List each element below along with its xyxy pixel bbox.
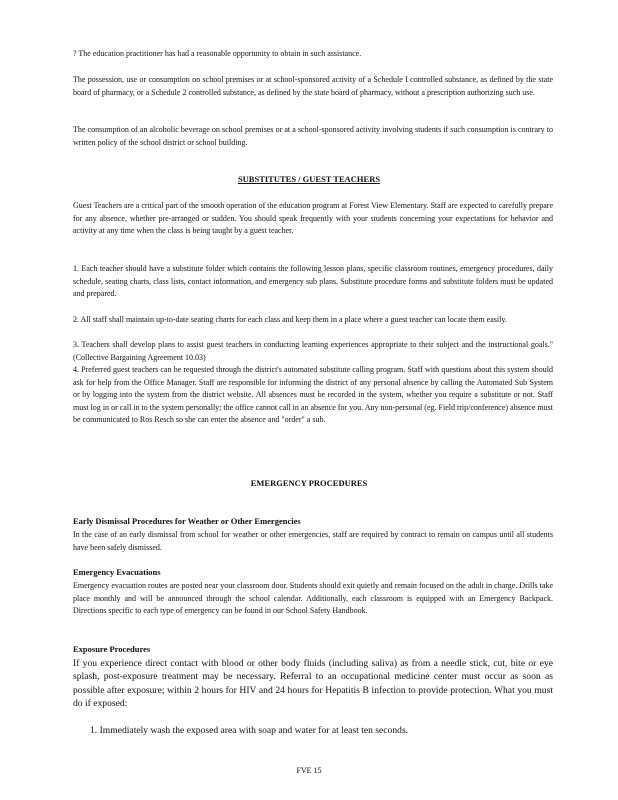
assistance-paragraph: ? The education practitioner has had a reasonable opportunity to obtain in such assistance.: [73, 49, 362, 58]
substitutes-heading: SUBSTITUTES / GUEST TEACHERS: [237, 174, 381, 184]
substitute-item-3: 3. Teachers shall develop plans to assist guest teachers in conducting learning experiences appropriate to their subject and the instructional goals." (Collective Bargaining Agreement 10.03): [73, 340, 553, 362]
alcohol-paragraph: The consumption of an alcoholic beverage on school premises or at a school-sponsored activity involving students if such consumption is contrary to written policy of the school district or school building.: [73, 125, 553, 147]
exposure-heading: Exposure Procedures: [73, 644, 151, 654]
evacuations-paragraph: Emergency evacuation routes are posted near your classroom door. Students should exit quietly and remain focused on the adult in charge. Drills take place monthly and will be announced through the school calendar. Additionally, each classroom is equipped with an Emergency Backpack. Directions specific to each type of emergency can be found in our School Safety Handbook.: [73, 581, 553, 615]
guest-teachers-paragraph: Guest Teachers are a critical part of the smooth operation of the education program at Forest View Elementary. Staff are expected to carefully prepare for any absence, whether pre-arranged or sudden. You should speak frequently with your students concerning your expectations for behavior and activity at any time when the class is being taught by a guest teacher.: [73, 201, 553, 235]
exposure-paragraph: If you experience direct contact with blood or other body fluids (including saliva) as from a needle stick, cut, bite or eye splash, post-exposure treatment may be necessary. Referral to an occupational medicine center must occur as soon as possible after exposure; within 2 hours for HIV and 24 hours for Hepatitis B infection to provide protection. What you must do if exposed:: [73, 658, 553, 709]
substitute-item-1: 1. Each teacher should have a substitute folder which contains the following lesson plans, specific classroom routines, emergency procedures, daily schedule, seating charts, class lists, contact information, and emergency sub plans. Substitute procedure forms and substitute folders must be updated and prepared.: [73, 264, 553, 298]
evacuations-heading: Emergency Evacuations: [73, 567, 161, 577]
emergency-heading: EMERGENCY PROCEDURES: [250, 478, 368, 488]
page-footer: FVE 15: [296, 766, 322, 775]
exposure-item-1: 1. Immediately wash the exposed area with soap and water for at least ten seconds.: [90, 725, 409, 736]
early-dismissal-paragraph: In the case of an early dismissal from school for weather or other emergencies, staff are required by contract to remain on campus until all students have been safely dismissed.: [73, 530, 553, 552]
early-dismissal-heading: Early Dismissal Procedures for Weather or Other Emergencies: [73, 516, 301, 526]
substitute-item-2: 2. All staff shall maintain up-to-date seating charts for each class and keep them in a place where a guest teacher can locate them easily.: [73, 315, 507, 324]
possession-paragraph: The possession, use or consumption on school premises or at school-sponsored activity of a Schedule I controlled substance, as defined by the state board of pharmacy, or a Schedule 2 controlled substance, as defined by the state board of pharmacy, without a prescription authorizing such use.: [73, 75, 553, 97]
substitute-item-4: 4. Preferred guest teachers can be requested through the district's automated substitute calling program. Staff with questions about this system should ask for help from the Office Manager. Staff are responsible for informing the district of any personal absence by calling the Automated Sub System or by logging into the system from the district website. All absences must be recorded in the system, whether you require a substitute or not. Staff must log in or call in to the system personally; the office cannot call in an absence for you. Any non-personal (eg. Field trip/conference) absence must be communicated to Ros Resch so she can enter the absence and "order" a sub.: [73, 365, 553, 424]
